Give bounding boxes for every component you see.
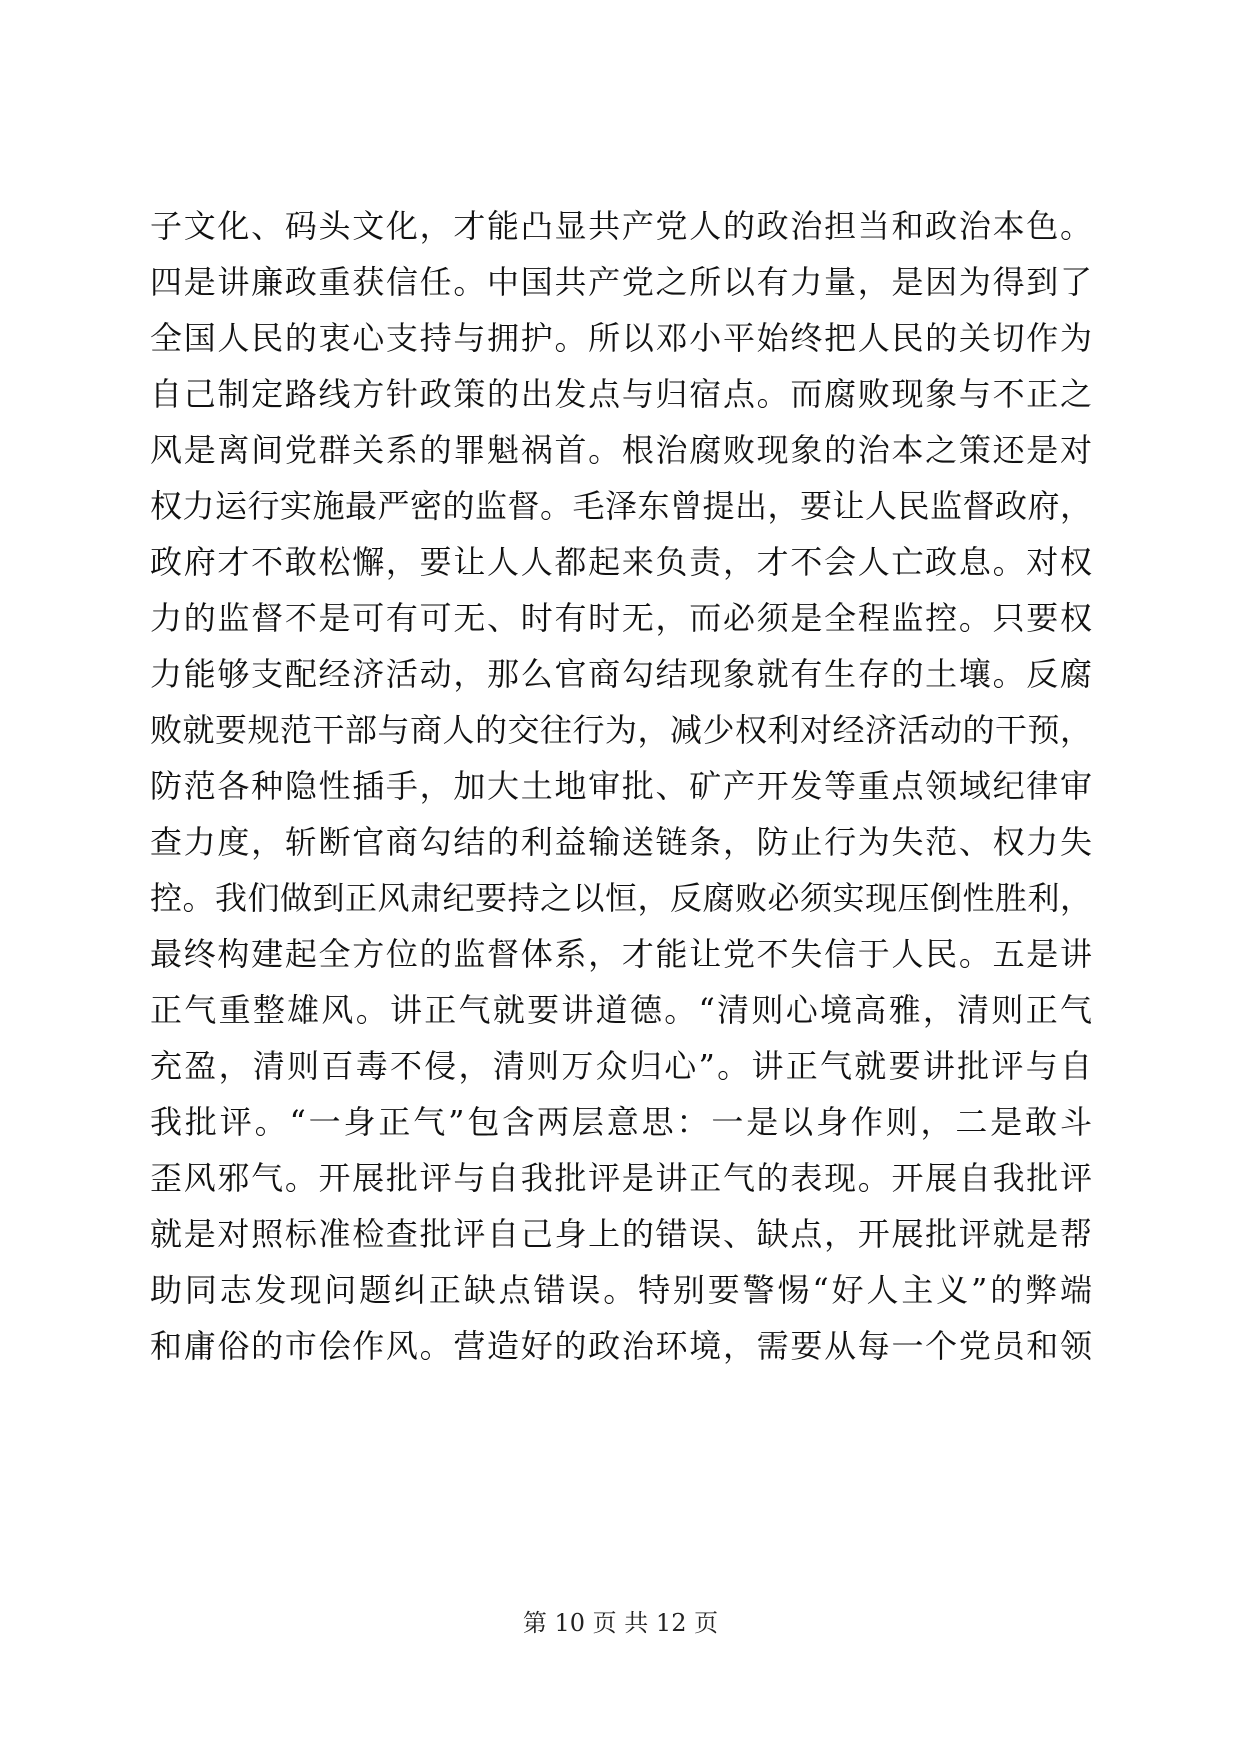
text-line: 力能够支配经济活动，那么官商勾结现象就有生存的土壤。反腐 — [150, 655, 1092, 693]
text-line: 最终构建起全方位的监督体系，才能让党不失信于人民。五是讲 — [150, 935, 1092, 973]
text-line: 正气重整雄风。讲正气就要讲道德。“清则心境高雅，清则正气 — [150, 991, 1092, 1029]
text-line: 全国人民的衷心支持与拥护。所以邓小平始终把人民的关切作为 — [150, 319, 1092, 357]
text-line: 歪风邪气。开展批评与自我批评是讲正气的表现。开展自我批评 — [150, 1159, 1092, 1197]
text-line: 和庸俗的市侩作风。营造好的政治环境，需要从每一个党员和领 — [150, 1327, 1092, 1365]
text-line: 控。我们做到正风肃纪要持之以恒，反腐败必须实现压倒性胜利， — [150, 879, 1092, 917]
text-line: 力的监督不是可有可无、时有时无，而必须是全程监控。只要权 — [150, 599, 1092, 637]
text-line: 子文化、码头文化，才能凸显共产党人的政治担当和政治本色。 — [150, 207, 1092, 245]
text-line: 我批评。“一身正气”包含两层意思：一是以身作则，二是敢斗 — [150, 1103, 1092, 1141]
text-line: 助同志发现问题纠正缺点错误。特别要警惕“好人主义”的弊端 — [150, 1271, 1092, 1309]
text-line: 自己制定路线方针政策的出发点与归宿点。而腐败现象与不正之 — [150, 375, 1092, 413]
text-line: 风是离间党群关系的罪魁祸首。根治腐败现象的治本之策还是对 — [150, 431, 1092, 469]
body-text — [150, 198, 1092, 1374]
text-line: 查力度，斩断官商勾结的利益输送链条，防止行为失范、权力失 — [150, 823, 1092, 861]
text-line: 政府才不敢松懈，要让人人都起来负责，才不会人亡政息。对权 — [150, 543, 1092, 581]
text-line: 权力运行实施最严密的监督。毛泽东曾提出，要让人民监督政府， — [150, 487, 1092, 525]
text-line: 四是讲廉政重获信任。中国共产党之所以有力量，是因为得到了 — [150, 263, 1092, 301]
text-line: 充盈，清则百毒不侵，清则万众归心”。讲正气就要讲批评与自 — [150, 1047, 1092, 1085]
page-number-footer: 第 10 页 共 12 页 — [522, 1609, 719, 1637]
text-line: 就是对照标准检查批评自己身上的错误、缺点，开展批评就是帮 — [150, 1215, 1092, 1253]
text-line: 败就要规范干部与商人的交往行为，减少权利对经济活动的干预， — [150, 711, 1092, 749]
text-line: 防范各种隐性插手，加大土地审批、矿产开发等重点领域纪律审 — [150, 767, 1092, 805]
